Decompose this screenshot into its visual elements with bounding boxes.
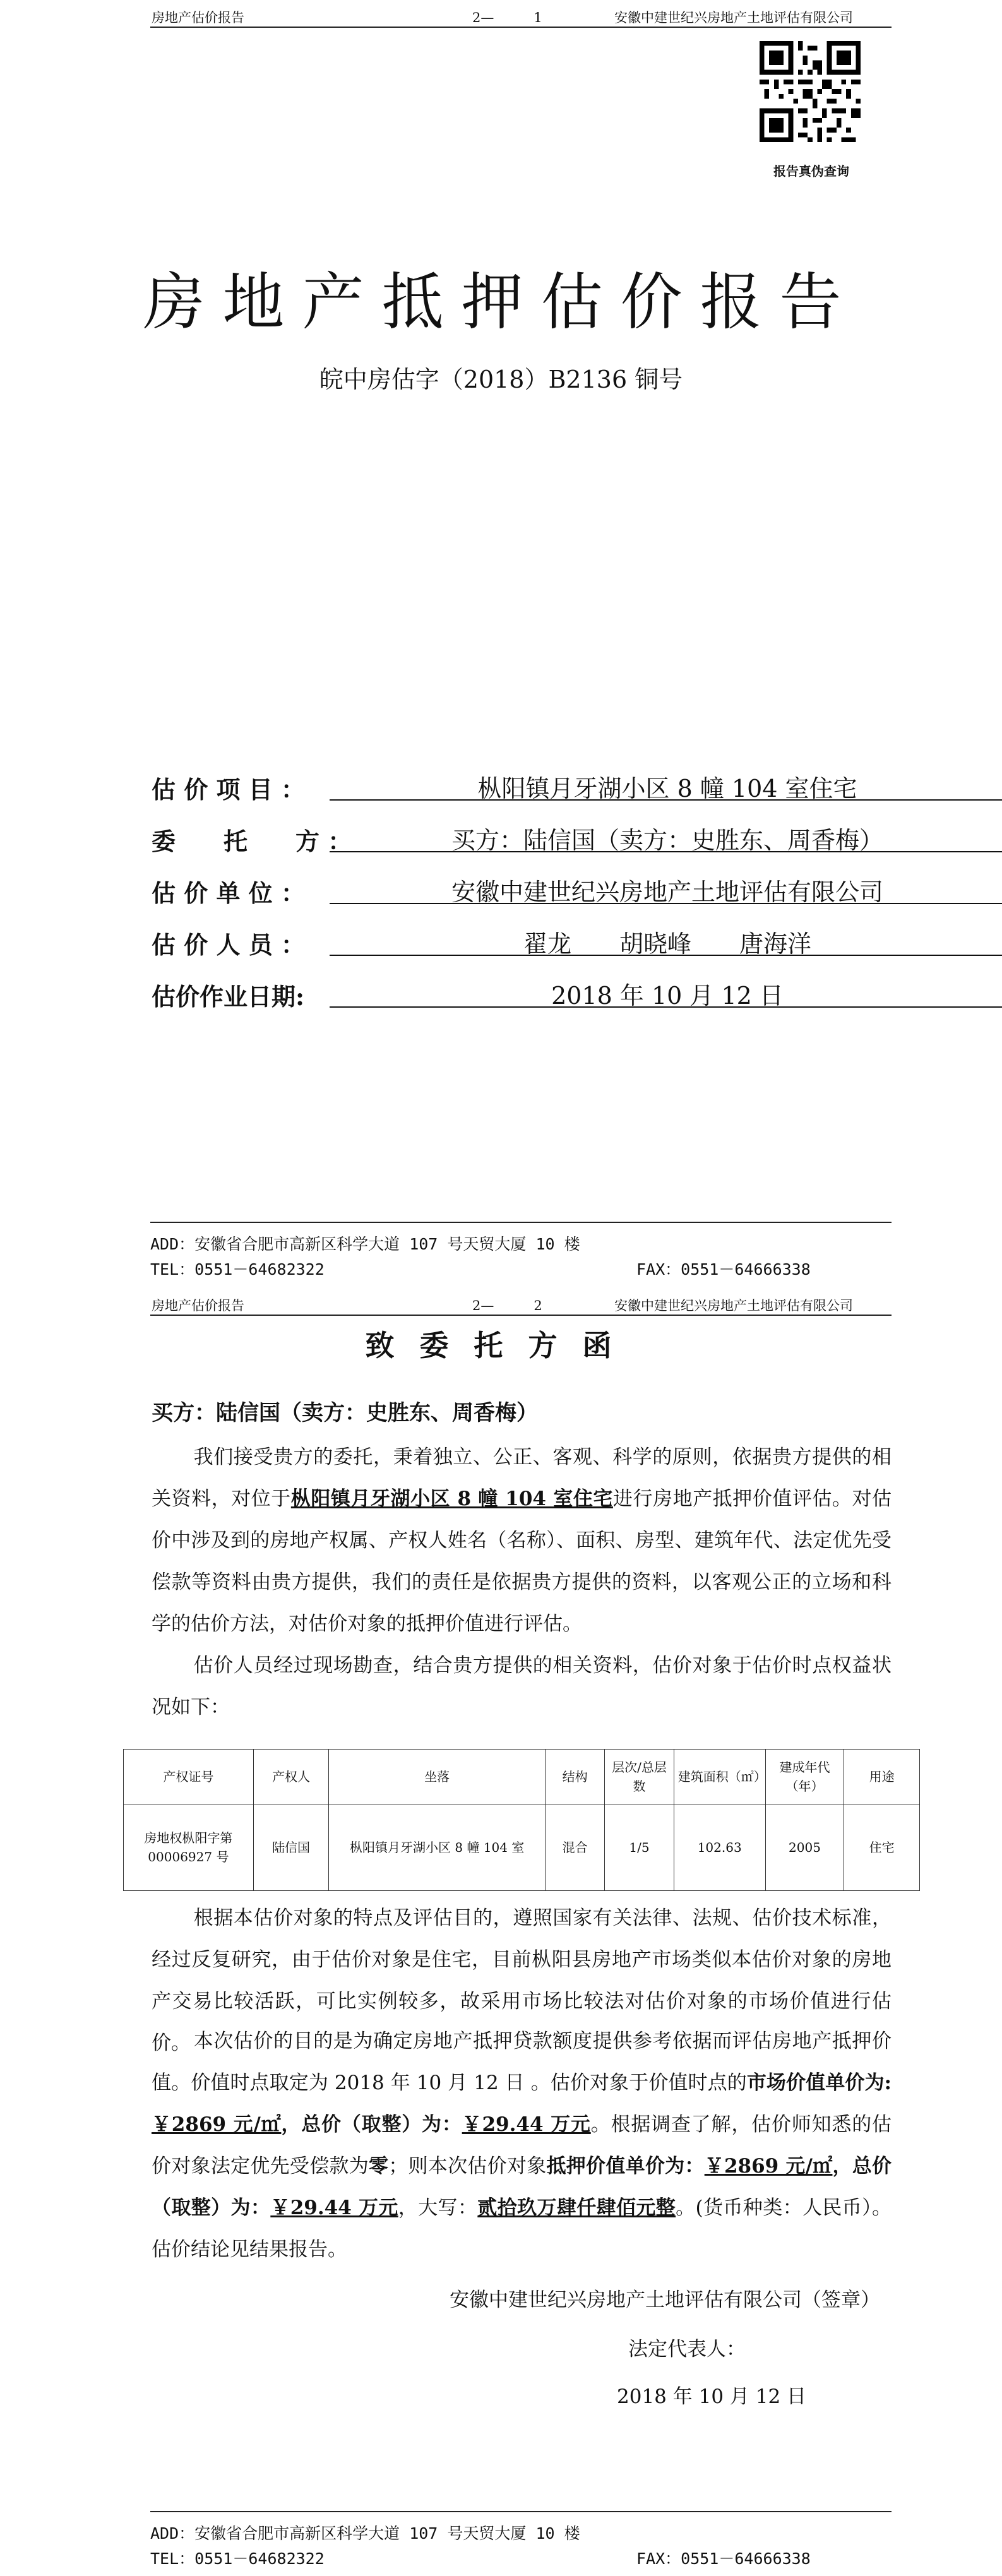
market-unit-price: ￥2869 元/㎡ — [152, 2113, 282, 2136]
signature-date: 2018 年 10 月 12 日 — [617, 2385, 807, 2408]
header-company: 安徽中建世纪兴房地产土地评估有限公司 — [614, 1298, 853, 1313]
table-cell: 102.63 — [674, 1804, 765, 1891]
text-run: 抵押价值单价为： — [546, 2155, 705, 2178]
table-header: 坐落 — [329, 1750, 546, 1804]
table-header: 产权证号 — [124, 1750, 254, 1804]
text-run: 市场价值单价为: — [746, 2072, 892, 2094]
document-number: 皖中房估字（2018）B2136 铜号 — [319, 366, 683, 393]
text-run: ，总价（取整）为： — [152, 2155, 892, 2219]
table-cell: 混合 — [545, 1804, 604, 1891]
footer-address: ADD：安徽省合肥市高新区科学大道 107 号天贸大厦 10 楼 — [150, 2524, 580, 2543]
info-value: 安徽中建世纪兴房地产土地评估有限公司 — [330, 873, 1002, 904]
mortgage-total-price: ￥29.44 万元 — [270, 2197, 398, 2219]
header-page-number: 2— 2 — [472, 1298, 542, 1313]
signature-representative: 法定代表人： — [628, 2338, 746, 2361]
footer-fax: FAX：0551－64666338 — [636, 1260, 811, 1279]
info-value: 2018 年 10 月 12 日 — [330, 976, 1002, 1008]
letter-title: 致委托方函 — [365, 1328, 637, 1363]
qr-caption: 报告真伪查询 — [773, 164, 849, 179]
text-run: 。根据调查了解，估价师知悉的估价对象法定优先受偿款为 — [152, 2113, 892, 2178]
table-header: 层次/总层数 — [605, 1750, 674, 1804]
text-run: 根据本估价对象的特点及评估目的，遵照国家有关法律、法规、估价技术标准，经过反复研究，由于估价对象是住宅，目前枞阳县房地产市场类似本估价对象的房地产交易比较活跃，可比实例较多，故采用市场比较法对估价对象的市场价值进行估价。 — [152, 1907, 892, 2054]
table-cell: 房地权枞阳字第 00006927 号 — [124, 1804, 254, 1891]
info-value: 买方：陆信国（卖方：史胜东、周香梅） — [330, 821, 1002, 852]
letter-addressee: 买方：陆信国（卖方：史胜东、周香梅） — [152, 1400, 538, 1426]
footer-fax: FAX：0551－64666338 — [636, 2549, 811, 2568]
info-label: 估 价 单 位 ： — [152, 879, 305, 907]
text-run: ，大写： — [398, 2197, 478, 2219]
table-cell: 1/5 — [605, 1804, 674, 1891]
footer-divider — [150, 1222, 892, 1223]
table-cell: 2005 — [765, 1804, 844, 1891]
text-run: ；则本次估价对象 — [388, 2155, 547, 2178]
text-run: ，总价（取整）为： — [281, 2113, 462, 2136]
text-run: 本次估价的目的是为确定房地产抵押贷款额度提供参考依据而评估房地产抵押价值。价值时点取定为 2018 年 10 月 12 日 。估价对象于价值时点的 — [152, 2030, 892, 2094]
table-cell: 住宅 — [844, 1804, 920, 1891]
table-header: 用途 — [844, 1750, 920, 1804]
footer-divider — [150, 2511, 892, 2512]
info-label: 估 价 项 目 ： — [152, 775, 305, 804]
header-left: 房地产估价报告 — [152, 10, 244, 25]
paragraph-conclusion — [152, 2020, 892, 2270]
market-total-price: ￥29.44 万元 — [462, 2113, 591, 2136]
header-company: 安徽中建世纪兴房地产土地评估有限公司 — [614, 10, 853, 25]
property-table — [123, 1749, 920, 1891]
qr-code-icon[interactable] — [760, 41, 861, 142]
table-header: 建筑面积（㎡） — [674, 1750, 765, 1804]
paragraph-intro — [152, 1436, 892, 1645]
text-run: 。(货币种类：人民币）。估价结论见结果报告。 — [152, 2197, 892, 2261]
table-cell: 陆信国 — [253, 1804, 329, 1891]
report-title: 房地产抵押估价报告 — [143, 266, 859, 338]
text-run: 我们接受贵方的委托，秉着独立、公正、客观、科学的原则，依据贵方提供的相关资料，对位于 — [152, 1446, 892, 1510]
text-run: 进行房地产抵押价值评估。对估价中涉及到的房地产权属、产权人姓名（名称）、面积、房型、建筑年代、法定优先受偿款等资料由贵方提供，我们的责任是依据贵方提供的资料，以客观公正的立场和科学的估价方法，对估价对象的抵押价值进行评估。 — [152, 1488, 892, 1635]
footer-tel: TEL：0551－64682322 — [150, 2549, 325, 2568]
text-run: 估价人员经过现场勘查，结合贵方提供的相关资料，估价对象于估价时点权益状况如下： — [152, 1654, 892, 1719]
info-value: 翟龙 胡晓峰 唐海洋 — [330, 924, 1002, 956]
info-label: 估价作业日期: — [152, 982, 305, 1011]
info-label: 委 托 方 ： — [152, 827, 352, 856]
info-value: 枞阳镇月牙湖小区 8 幢 104 室住宅 — [330, 769, 1002, 801]
table-row — [124, 1804, 920, 1891]
table-header: 结构 — [545, 1750, 604, 1804]
mortgage-unit-price: ￥2869 元/㎡ — [704, 2155, 833, 2178]
property-address: 枞阳镇月牙湖小区 8 幢 104 室住宅 — [290, 1488, 613, 1510]
footer-address: ADD：安徽省合肥市高新区科学大道 107 号天贸大厦 10 楼 — [150, 1235, 580, 1253]
page-header — [150, 1288, 892, 1316]
amount-in-words: 贰拾玖万肆仟肆佰元整 — [477, 2197, 676, 2219]
signature-company: 安徽中建世纪兴房地产土地评估有限公司（签章） — [450, 2289, 880, 2311]
table-cell: 枞阳镇月牙湖小区 8 幢 104 室 — [329, 1804, 546, 1891]
header-page-number: 2— 1 — [472, 10, 542, 25]
info-label: 估 价 人 员 ： — [152, 931, 305, 959]
paragraph-survey — [152, 1645, 892, 1728]
page-header — [150, 0, 892, 28]
table-header: 产权人 — [253, 1750, 329, 1804]
table-header-row — [124, 1750, 920, 1804]
priority-claim: 零 — [369, 2155, 389, 2178]
footer-tel: TEL：0551－64682322 — [150, 1260, 325, 1279]
table-header: 建成年代（年） — [765, 1750, 844, 1804]
header-left: 房地产估价报告 — [152, 1298, 244, 1313]
